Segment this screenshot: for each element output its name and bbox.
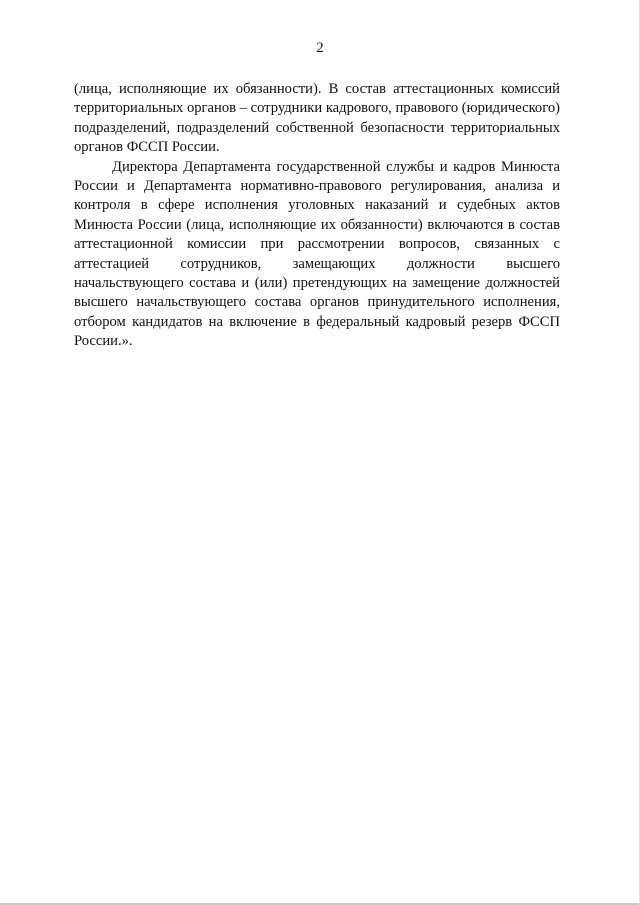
paragraph-2: Директора Департамента государственной службы и кадров Минюста России и Департамента нормативно-правового регулирования, анализа и контроля в сфере исполнения уголовных наказаний и судебных актов Минюста России (лица, исполняющие их обязанности) включаются в состав аттестационной комиссии при рассмотрении вопросов, связанных с аттестацией сотрудников, замещающих должности высшего начальствующего состава и (или) претендующих на замещение должностей высшего начальствующего состава органов принудительного исполнения, отбором кандидатов на включение в федеральный кадровый резерв ФССП России.».	[74, 158, 560, 350]
page-number: 2	[316, 40, 324, 56]
document-body	[74, 80, 560, 352]
paragraph-1: (лица, исполняющие их обязанности). В состав аттестационных комиссий территориальных органов – сотрудники кадрового, правового (юридического) подразделений, подразделений собственной безопасности территориальных органов ФССП России.	[74, 81, 560, 156]
